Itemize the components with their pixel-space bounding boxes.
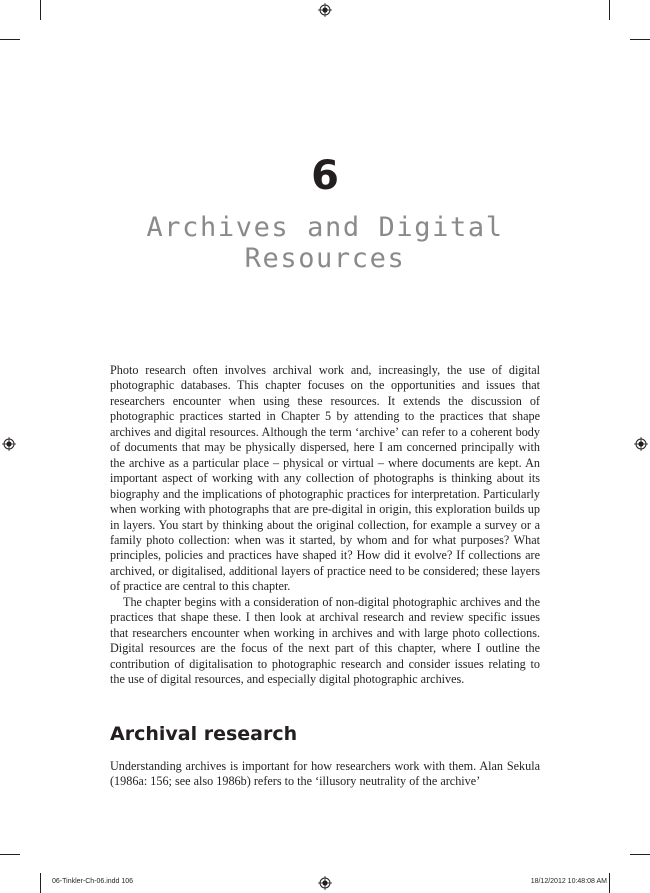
crop-mark-icon	[630, 854, 650, 855]
intro-paragraph: Photo research often involves archival work and, increasingly, the use of digital photographic databases. This chapter focuses on the opportunities and issues that researchers encounter when using these resources. It extends the discussion of photographic practices started in Chapter 5 by attending to the practices that shape archives and digital resources. Although the term ‘archive’ can refer to a coherent body of documents that may be physically dispersed, here I am concerned principally with the archive as a particular place – physical or virtual – where documents are kept. An important aspect of working with any collection of photographs is thinking about its biography and the implications of photographic practices for interpretation. Particularly when working with photographs that are pre-digital in origin, this exploration builds up in layers. You start by thinking about the original collection, for example a survey or a family photo collection: when was it started, by whom and for what purposes? What principles, policies and practices have shaped it? How did it evolve? If collections are archived, or digitalised, additional layers of practice need to be considered; these layers of practice are central to this chapter.	[110, 363, 540, 594]
crop-mark-icon	[40, 0, 41, 20]
registration-mark-icon	[634, 437, 648, 451]
registration-mark-icon	[318, 3, 332, 17]
chapter-title-line1: Archives and Digital	[146, 212, 504, 243]
section-body	[110, 759, 540, 790]
intro-paragraph: The chapter begins with a consideration of non-digital photographic archives and the practices that shape these. I then look at archival research and review specific issues that researchers encounter when working in archives and with large photo collections. Digital resources are the focus of the next part of this chapter, where I outline the contribution of digitalisation to photographic research and consider issues relating to the use of digital resources, and especially digital photographic archives.	[110, 594, 540, 687]
slug-file-name: 06-Tinkler-Ch-06.indd 106	[52, 878, 134, 885]
chapter-number: 6	[311, 153, 339, 199]
crop-mark-icon	[630, 39, 650, 40]
chapter-intro	[110, 363, 540, 688]
chapter-title	[0, 212, 650, 274]
registration-mark-icon	[318, 876, 332, 890]
crop-mark-icon	[609, 873, 610, 893]
crop-mark-icon	[0, 39, 20, 40]
chapter-title-line2: Resources	[244, 243, 406, 274]
crop-mark-icon	[40, 873, 41, 893]
registration-mark-icon	[2, 437, 16, 451]
crop-mark-icon	[609, 0, 610, 20]
slug-timestamp: 18/12/2012 10:48:08 AM	[530, 878, 607, 885]
crop-mark-icon	[0, 854, 20, 855]
section-heading: Archival research	[110, 723, 298, 745]
section-paragraph: Understanding archives is important for how researchers work with them. Alan Sekula (1986a: 156; see also 1986b) refers to the ‘illusory neutrality of the archive’	[110, 759, 540, 789]
